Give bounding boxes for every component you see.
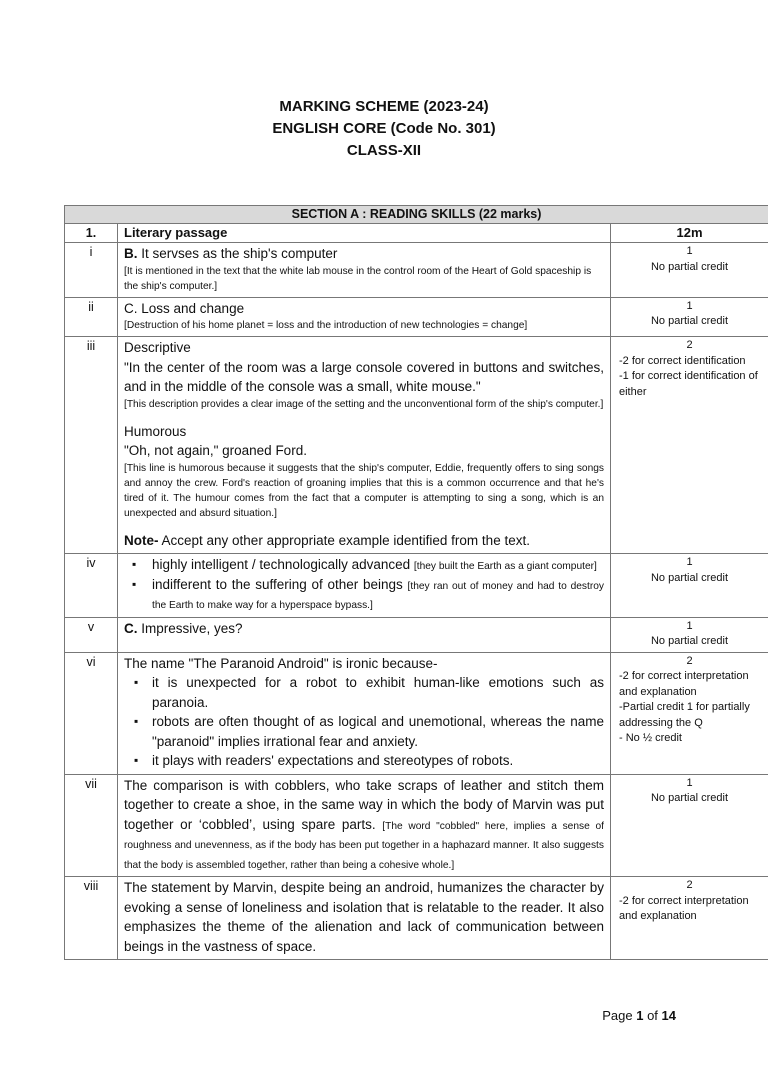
page-number	[602, 1008, 676, 1023]
credit-cell	[611, 774, 768, 877]
answer-cell	[118, 774, 611, 877]
page-total: 14	[661, 1008, 676, 1023]
row-number: vii	[65, 774, 118, 877]
answer-option: C.	[124, 620, 138, 636]
question-number: 1.	[65, 224, 118, 243]
marks-value: 1	[686, 245, 693, 257]
title-line-3: CLASS-XII	[346, 142, 422, 159]
page-current: 1	[636, 1008, 644, 1023]
title-line-2: ENGLISH CORE (Code No. 301)	[272, 120, 496, 137]
marks-value: 2	[686, 654, 693, 667]
row-number: iv	[65, 554, 118, 618]
marks-value: 2	[686, 879, 693, 891]
row-number: vi	[65, 652, 118, 774]
bullet-note: [they built the Earth as a giant computer]	[413, 561, 597, 572]
answer-cell	[118, 337, 611, 554]
section-title: SECTION A : READING SKILLS (22 marks)	[65, 206, 768, 224]
answer-text: Impressive, yes?	[137, 620, 243, 636]
credit-text: No partial credit	[650, 260, 729, 273]
table-row	[65, 774, 768, 877]
bullet-text: indifferent to the suffering of other beings	[152, 576, 408, 592]
list-item: ▪ it is unexpected for a robot to exhibit human-like emotions such as paranoia.	[124, 673, 604, 712]
answer-note: [It is mentioned in the text that the white lab mouse in the control room of the Heart of Gold spaceship is the ship's computer.]	[124, 265, 592, 292]
table-row	[65, 877, 768, 960]
list-item	[124, 575, 604, 614]
list-item: ▪ robots are often thought of as logical and unemotional, whereas the name "paranoid" implies irrational fear and anxiety.	[124, 712, 604, 751]
row-number: iii	[65, 337, 118, 554]
row-number: v	[65, 617, 118, 652]
answer-text: It servses as the ship's computer	[137, 246, 338, 261]
quote-humorous: "Oh, not again," groaned Ford.	[124, 443, 307, 458]
section-header-row	[65, 206, 768, 224]
credit-cell	[611, 337, 768, 554]
answer-note: [Destruction of his home planet = loss and the introduction of new technologies = change]	[124, 320, 528, 331]
table-row	[65, 297, 768, 337]
note-label: Note-	[124, 532, 159, 548]
credit-text: -1 for correct identification of either	[619, 370, 758, 398]
answer-intro: The name "The Paranoid Android" is ironic because-	[124, 655, 438, 671]
question-header-row	[65, 224, 768, 243]
list-item: ▪ it plays with readers' expectations and stereotypes of robots.	[124, 751, 604, 771]
credit-text: No partial credit	[650, 635, 729, 647]
credit-cell	[611, 617, 768, 652]
page-prefix: Page	[602, 1008, 637, 1023]
bullet-note: [they ran out of money and had to destroy the Earth to make way for a hyperspace bypass.]	[152, 580, 604, 611]
credit-cell	[611, 877, 768, 960]
note-text: Accept any other appropriate example identified from the text.	[158, 532, 530, 548]
answer-option: B.	[124, 246, 138, 261]
title-line-1: MARKING SCHEME (2023-24)	[279, 98, 489, 115]
credit-cell	[611, 243, 768, 298]
credit-text: -Partial credit 1 for partially addressing the Q	[619, 701, 750, 729]
marks-value: 1	[686, 776, 693, 789]
credit-text: - No ½ credit	[619, 732, 682, 744]
credit-cell	[611, 297, 768, 337]
bullet-text: highly intelligent / technologically advanced	[152, 557, 414, 572]
answer-text: C. Loss and change	[124, 300, 245, 316]
note-descriptive: [This description provides a clear image of the setting and the unconventional form of the ship's computer.]	[124, 398, 604, 410]
answer-cell	[118, 877, 611, 960]
credit-cell	[611, 554, 768, 618]
credit-text: No partial credit	[650, 571, 729, 584]
question-title: Literary passage	[118, 224, 611, 243]
answer-note: [The word "cobbled" here, implies a sense of roughness and unevenness, as if the body has been put together in a haphazard manner. It also suggests that the body is assembled together, rather than being a cohesive whole.]	[124, 820, 605, 871]
credit-text: No partial credit	[650, 315, 729, 327]
answer-cell	[118, 243, 611, 298]
credit-text: -2 for correct interpretation and explanation	[619, 894, 749, 922]
answer-cell	[118, 554, 611, 618]
table-row	[65, 243, 768, 298]
row-number: viii	[65, 877, 118, 960]
marks-value: 2	[686, 339, 693, 351]
table-row	[65, 554, 768, 618]
marks-value: 1	[686, 556, 693, 568]
credit-cell	[611, 652, 768, 774]
marks-value: 1	[686, 619, 693, 632]
marks-value: 1	[686, 299, 693, 312]
quote-descriptive: "In the center of the room was a large console covered in buttons and switches, and in the middle of the console was a small, white mouse."	[124, 359, 604, 394]
document-header	[0, 96, 768, 162]
answer-text: The comparison is with cobblers, who take scraps of leather and stitch them together to create a shoe, in the same way in which the body of Marvin was put together or ‘cobbled’, using spare parts.	[124, 777, 604, 832]
row-number: ii	[65, 297, 118, 337]
page-of: of	[643, 1008, 662, 1023]
label-descriptive: Descriptive	[124, 340, 191, 355]
marking-scheme-table	[64, 205, 768, 960]
credit-text: -2 for correct identification	[619, 354, 746, 367]
answer-text: The statement by Marvin, despite being an android, humanizes the character by evoking a sense of loneliness and isolation that is relatable to the reader. It also emphasizes the theme of the alienation and lack of communication between beings in the vastness of space.	[124, 880, 604, 954]
credit-text: No partial credit	[650, 792, 729, 804]
table-row	[65, 337, 768, 554]
table-row	[65, 652, 768, 774]
answer-cell	[118, 617, 611, 652]
answer-cell	[118, 297, 611, 337]
answer-cell	[118, 652, 611, 774]
row-number: i	[65, 243, 118, 298]
list-item	[124, 555, 604, 575]
table-row	[65, 617, 768, 652]
label-humorous: Humorous	[124, 423, 187, 439]
note-humorous: [This line is humorous because it suggests that the ship's computer, Eddie, frequently offers to sing songs and annoy the crew. Ford's reaction of groaning implies that this is a common occurrence and that he's tired of it. The humour comes from the fact that a computer is attempting to sing a song, which is an unexpected and absurd situation.]	[124, 462, 604, 519]
credit-text: -2 for correct interpretation and explanation	[619, 670, 749, 698]
question-marks: 12m	[611, 224, 768, 243]
